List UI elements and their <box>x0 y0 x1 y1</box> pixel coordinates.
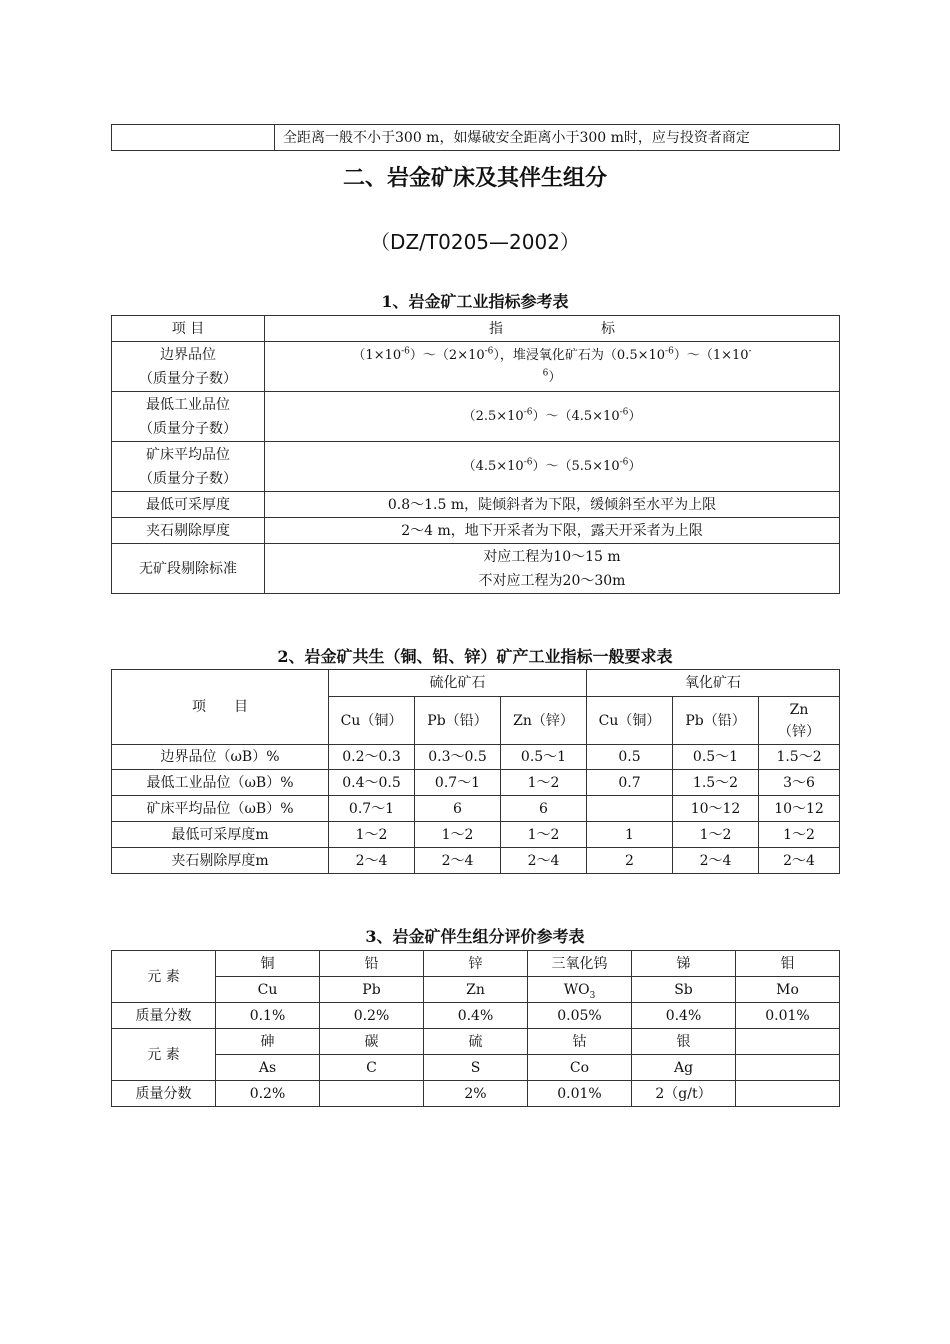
element-symbol: Co <box>528 1055 632 1081</box>
mass-label: 质量分数 <box>112 1003 216 1029</box>
row-label: 夹石剔除厚度 <box>112 518 265 544</box>
table3-title: 3、岩金矿伴生组分评价参考表 <box>365 927 585 946</box>
row-label <box>112 342 265 392</box>
section-subtitle: （DZ/T0205—2002） <box>370 230 580 254</box>
table3 <box>111 950 840 1107</box>
element-symbol: Pb <box>320 977 424 1003</box>
header-col <box>759 697 840 745</box>
mass-value: 2（g/t） <box>632 1081 736 1107</box>
row-value-line: 不对应工程为20～30m <box>478 572 626 589</box>
table-row <box>112 1055 840 1081</box>
section-title: 二、岩金矿床及其伴生组分 <box>342 166 607 191</box>
element-label: 元 素 <box>112 1029 216 1081</box>
table-row <box>112 442 840 492</box>
mass-value: 0.05% <box>528 1003 632 1029</box>
header-col-line: （锌） <box>778 723 821 740</box>
element-name: 硫 <box>424 1029 528 1055</box>
cell: 10～12 <box>673 796 759 822</box>
cell: 0.4～0.5 <box>329 770 415 796</box>
table-row <box>112 951 840 977</box>
row-label: 夹石剔除厚度m <box>112 848 329 874</box>
row-label-line: （质量分子数） <box>139 370 237 387</box>
table2-title: 2、岩金矿共生（铜、铅、锌）矿产工业指标一般要求表 <box>277 647 673 666</box>
header-item: 项 目 <box>112 316 265 342</box>
table-row <box>112 342 840 392</box>
cell: 2 <box>587 848 673 874</box>
element-symbol <box>528 977 632 1003</box>
cell: 0.7～1 <box>329 796 415 822</box>
cell: 0.3～0.5 <box>415 745 501 770</box>
element-symbol: As <box>216 1055 320 1081</box>
cell: 6 <box>415 796 501 822</box>
mass-value: 0.01% <box>736 1003 840 1029</box>
header-col: Cu（铜） <box>587 697 673 745</box>
cell: 2～4 <box>759 848 840 874</box>
element-symbol: C <box>320 1055 424 1081</box>
empty-cell <box>112 125 275 151</box>
mass-value: 2% <box>424 1081 528 1107</box>
row-label: 最低可采厚度m <box>112 822 329 848</box>
continuation-text: 全距离一般不小于300 m，如爆破安全距离小于300 m时，应与投资者商定 <box>275 125 840 151</box>
cell: 1～2 <box>501 822 587 848</box>
cell: 0.5 <box>587 745 673 770</box>
header-col: Pb（铅） <box>415 697 501 745</box>
header-index: 指 标 <box>265 316 840 342</box>
element-name: 三氧化钨 <box>528 951 632 977</box>
symbol-subscript: 3 <box>589 990 596 1001</box>
row-value-line: 对应工程为10～15 m <box>483 548 621 565</box>
table-row <box>112 392 840 442</box>
table-row <box>112 745 840 770</box>
cell: 1～2 <box>673 822 759 848</box>
cell: 1 <box>587 822 673 848</box>
cell: 1.5～2 <box>759 745 840 770</box>
row-label: 最低工业品位（ωB）% <box>112 770 329 796</box>
table-row <box>112 848 840 874</box>
row-value <box>265 544 840 594</box>
cell: 1.5～2 <box>673 770 759 796</box>
row-label <box>112 392 265 442</box>
row-value: $(2.5\times 10^{-6})\sim(4.5\times 10^{-6})$ <box>265 392 840 442</box>
table1 <box>111 315 840 594</box>
element-name: 钴 <box>528 1029 632 1055</box>
element-name <box>736 1029 840 1055</box>
element-symbol: Mo <box>736 977 840 1003</box>
header-item: 项 目 <box>112 670 329 745</box>
symbol-base: WO <box>563 981 590 998</box>
mass-value: 0.2% <box>320 1003 424 1029</box>
table1-title: 1、岩金矿工业指标参考表 <box>381 292 569 311</box>
mass-value: 0.4% <box>424 1003 528 1029</box>
element-name: 铅 <box>320 951 424 977</box>
cell: 0.2～0.3 <box>329 745 415 770</box>
cell: 0.7～1 <box>415 770 501 796</box>
continuation-table <box>111 124 840 151</box>
mass-value <box>736 1081 840 1107</box>
row-value: 0.8～1.5 m，陡倾斜者为下限，缓倾斜至水平为上限 <box>265 492 840 518</box>
element-name: 砷 <box>216 1029 320 1055</box>
mass-value: 0.1% <box>216 1003 320 1029</box>
row-value: $(4.5\times 10^{-6})\sim(5.5\times 10^{-6})$ <box>265 442 840 492</box>
mass-value: 0.4% <box>632 1003 736 1029</box>
cell: 1～2 <box>329 822 415 848</box>
header-sulfide: 硫化矿石 <box>329 670 587 697</box>
element-name: 碳 <box>320 1029 424 1055</box>
row-label-line: 最低工业品位 <box>146 396 230 413</box>
mass-value <box>320 1081 424 1107</box>
row-label: 无矿段剔除标准 <box>112 544 265 594</box>
table-row <box>112 544 840 594</box>
table-row <box>112 796 840 822</box>
element-name: 锑 <box>632 951 736 977</box>
cell <box>587 796 673 822</box>
table-row <box>112 770 840 796</box>
row-value: 2～4 m，地下开采者为下限，露天开采者为上限 <box>265 518 840 544</box>
table-row <box>112 492 840 518</box>
table-row <box>112 670 840 697</box>
row-label-line: 边界品位 <box>160 346 216 363</box>
row-label: 最低可采厚度 <box>112 492 265 518</box>
cell: 2～4 <box>329 848 415 874</box>
cell: 10～12 <box>759 796 840 822</box>
cell: 2～4 <box>415 848 501 874</box>
mass-value: 0.01% <box>528 1081 632 1107</box>
mass-label: 质量分数 <box>112 1081 216 1107</box>
row-label-line: （质量分子数） <box>139 470 237 487</box>
cell: 1～2 <box>501 770 587 796</box>
element-name: 钼 <box>736 951 840 977</box>
element-symbol: Ag <box>632 1055 736 1081</box>
row-label-line: 矿床平均品位 <box>146 446 230 463</box>
row-label: 边界品位（ωB）% <box>112 745 329 770</box>
element-symbol: Cu <box>216 977 320 1003</box>
table2 <box>111 669 840 874</box>
header-oxide: 氧化矿石 <box>587 670 840 697</box>
cell: 2～4 <box>673 848 759 874</box>
table-row <box>112 316 840 342</box>
element-symbol: Sb <box>632 977 736 1003</box>
cell: 0.7 <box>587 770 673 796</box>
row-label: 矿床平均品位（ωB）% <box>112 796 329 822</box>
header-col: Cu（铜） <box>329 697 415 745</box>
table-row <box>112 1003 840 1029</box>
cell: 0.5～1 <box>501 745 587 770</box>
cell: 2～4 <box>501 848 587 874</box>
header-col-line: Zn <box>789 701 809 718</box>
element-label: 元 素 <box>112 951 216 1003</box>
element-name: 锌 <box>424 951 528 977</box>
cell: 3～6 <box>759 770 840 796</box>
element-symbol <box>736 1055 840 1081</box>
element-name: 铜 <box>216 951 320 977</box>
table-row <box>112 977 840 1003</box>
cell: 0.5～1 <box>673 745 759 770</box>
element-symbol: Zn <box>424 977 528 1003</box>
element-symbol: S <box>424 1055 528 1081</box>
table-row <box>112 125 840 151</box>
table-row <box>112 1029 840 1055</box>
table-row <box>112 518 840 544</box>
cell: 1～2 <box>415 822 501 848</box>
row-label <box>112 442 265 492</box>
element-name: 银 <box>632 1029 736 1055</box>
cell: 1～2 <box>759 822 840 848</box>
mass-value: 0.2% <box>216 1081 320 1107</box>
row-value: $(1\times 10^{-6})\sim(2\times 10^{-6})$，堆浸氧化矿石为$(0.5\times 10^{-6})\sim(1\times 10^-$ $^6$） <box>265 342 840 392</box>
table-row <box>112 822 840 848</box>
cell: 6 <box>501 796 587 822</box>
header-col: Pb（铅） <box>673 697 759 745</box>
row-label-line: （质量分子数） <box>139 420 237 437</box>
header-col: Zn（锌） <box>501 697 587 745</box>
table-row <box>112 1081 840 1107</box>
